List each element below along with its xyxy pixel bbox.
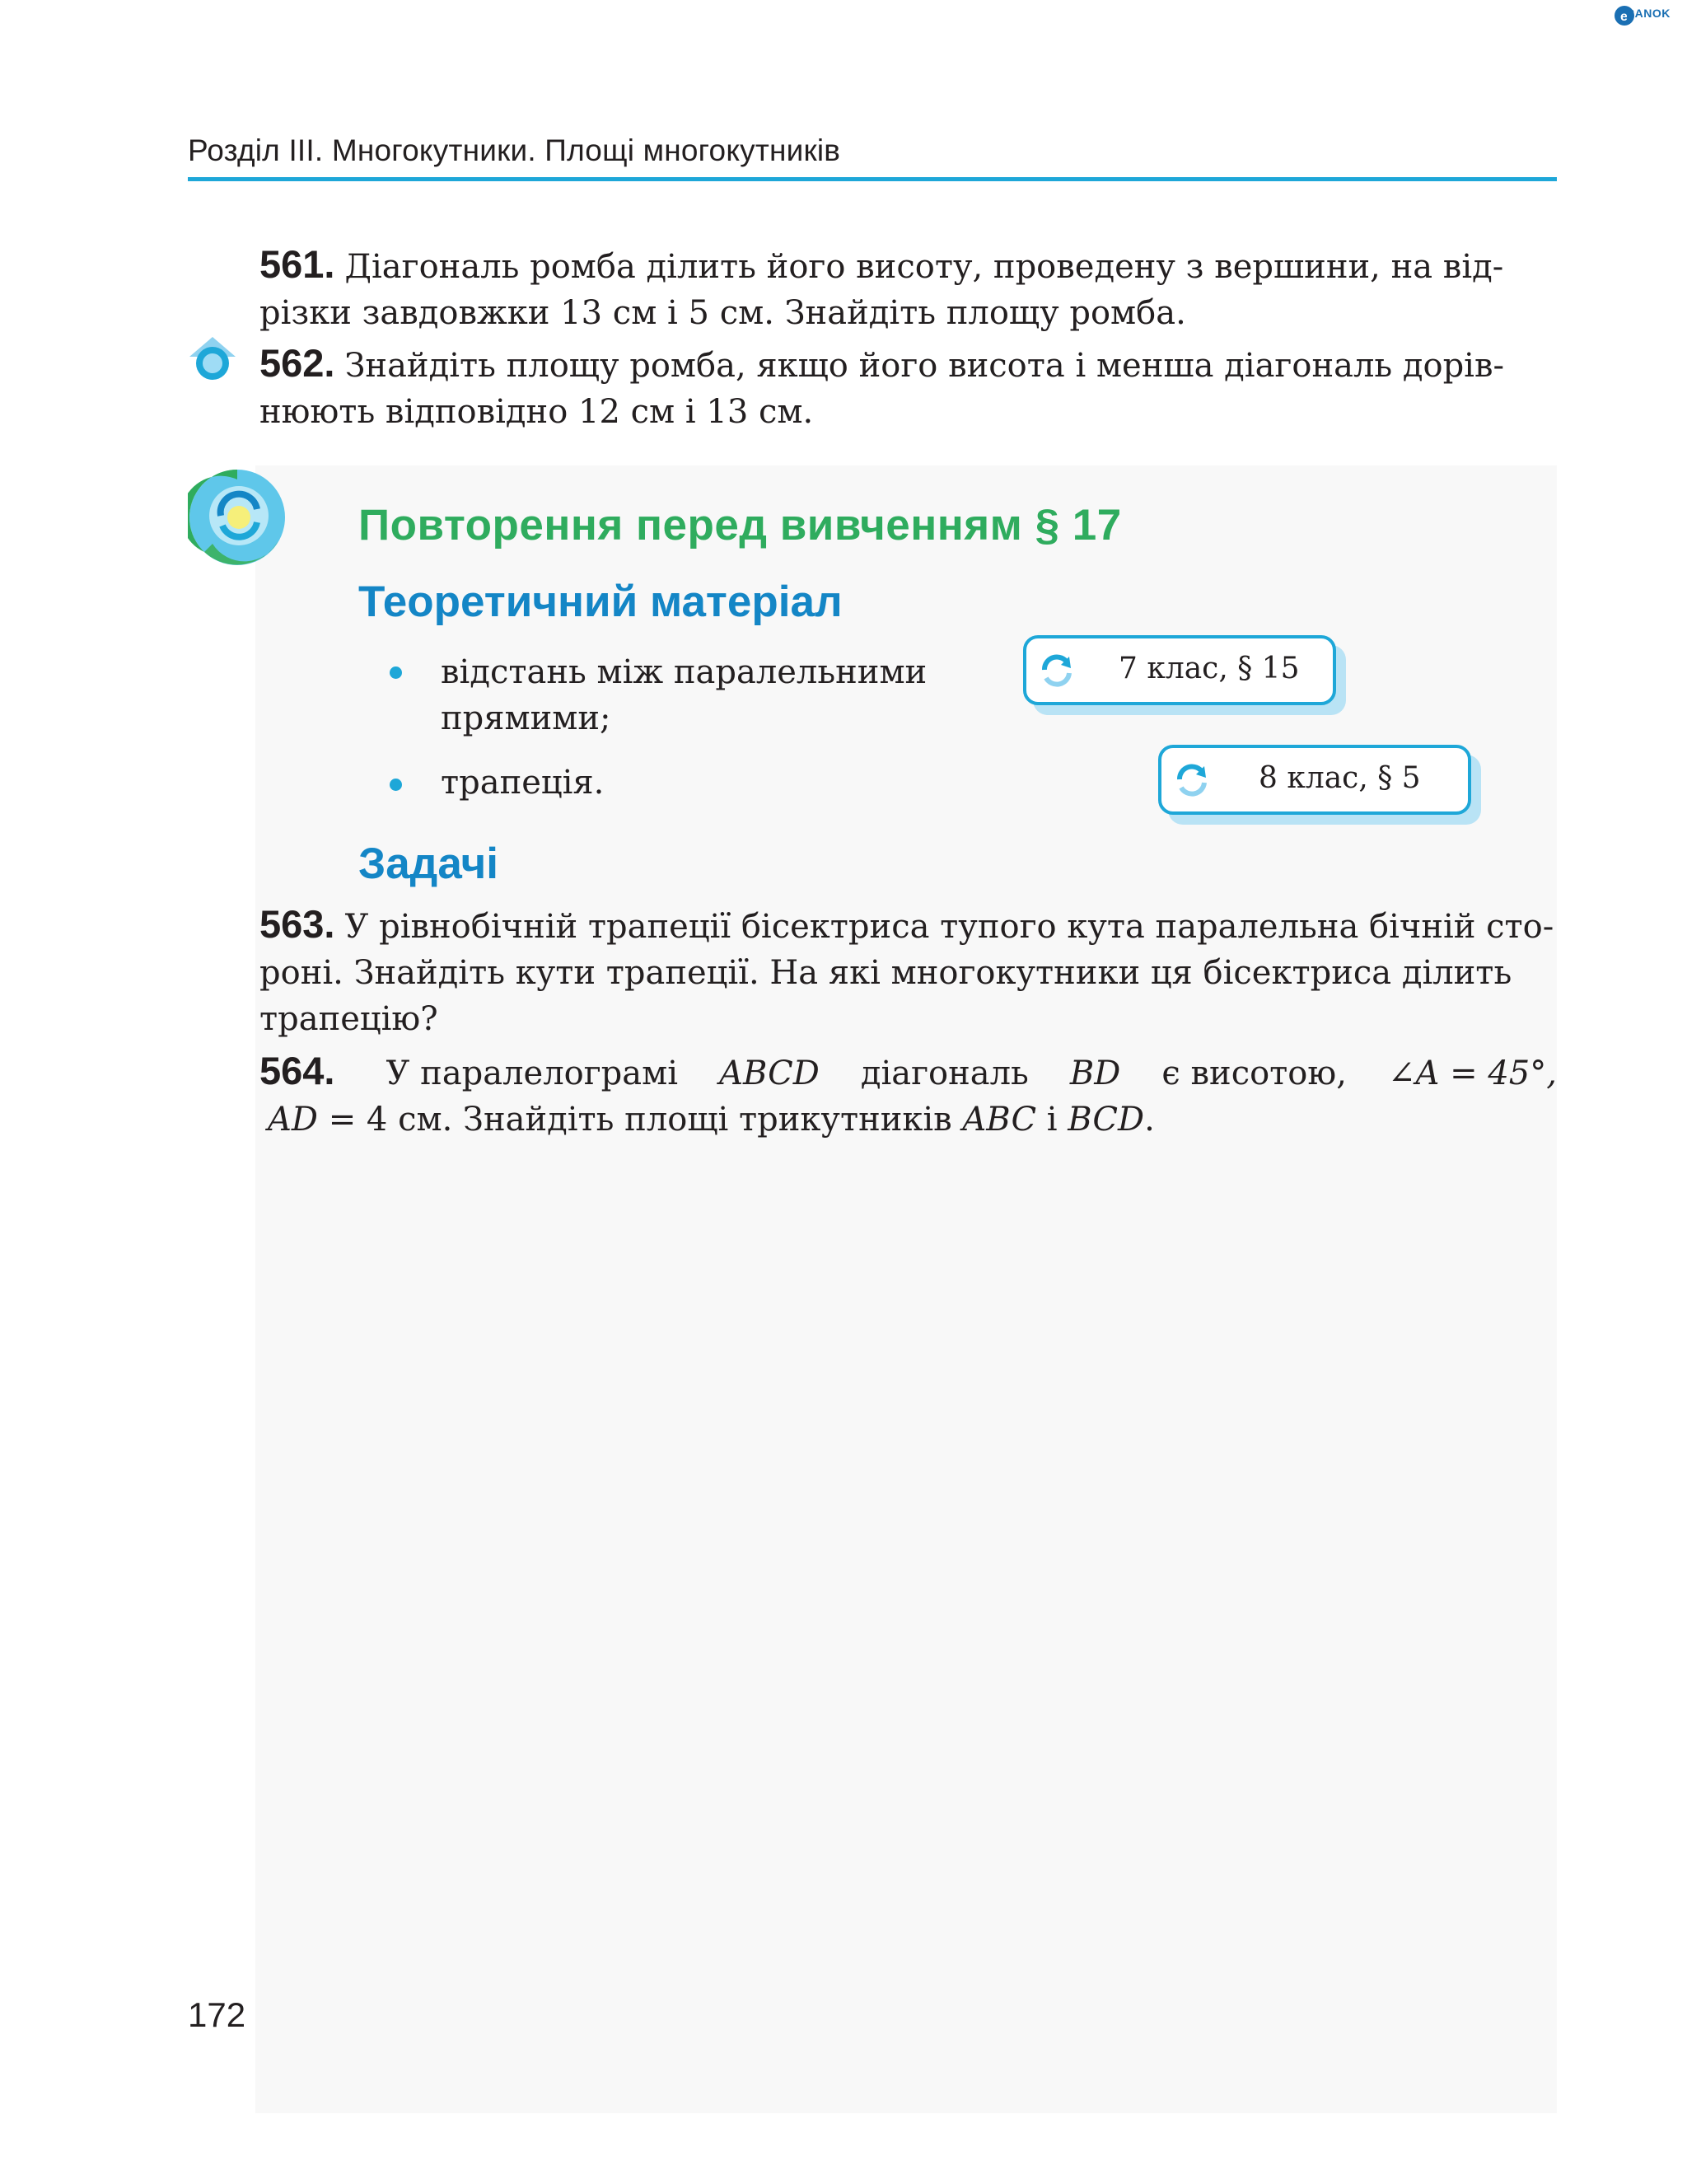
problem-564 <box>259 1048 1557 1143</box>
problem-text: і <box>1046 1101 1058 1139</box>
problem-text: є висотою, <box>1161 1055 1347 1092</box>
bullet-text-line: трапеція. <box>441 764 605 802</box>
problem-text: У паралелограмі <box>386 1055 679 1092</box>
theory-bullet-1 <box>441 649 927 741</box>
refresh-icon <box>1038 652 1076 690</box>
review-heading: Повторення перед вивченням § 17 <box>358 501 1122 550</box>
problem-text-line: Діагональ ромба ділить його висоту, проведену з вершини, на від- <box>344 248 1504 286</box>
problem-563 <box>259 901 1557 1042</box>
problem-number: 562. <box>259 341 335 385</box>
up-arrow-icon <box>188 335 237 385</box>
math-label: BCD <box>1068 1101 1145 1139</box>
problem-number: 563. <box>259 902 335 946</box>
problem-text-line: У рівнобічній трапеції бісектриса тупого кута паралельна бічній сто- <box>344 908 1554 946</box>
theory-heading: Теоретичний матеріал <box>358 578 843 626</box>
publisher-logo-text: RANOK <box>1626 7 1671 20</box>
problem-text: = 4 см. Знайдіть площі трикутників <box>328 1101 952 1139</box>
tasks-heading: Задачі <box>358 839 498 888</box>
page-number: 172 <box>188 1995 246 2034</box>
reference-badge <box>1023 635 1336 705</box>
theory-bullet-2 <box>441 760 604 806</box>
header-rule <box>188 177 1557 181</box>
publisher-logo <box>1613 2 1687 30</box>
problem-text: . <box>1144 1101 1155 1139</box>
problem-561 <box>259 241 1557 336</box>
problem-text-line: роні. Знайдіть кути трапеції. На які многокутники ця бісектриса ділить <box>259 954 1512 992</box>
math-label: BD <box>1069 1055 1121 1092</box>
math-label: ABC <box>962 1101 1037 1139</box>
bullet-text-line: відстань між паралельними <box>441 653 928 691</box>
reference-badge <box>1158 745 1471 815</box>
svg-text:e: e <box>1620 10 1628 24</box>
bullet-dot <box>390 666 402 679</box>
running-header: Розділ III. Многокутники. Площі многокутників <box>188 133 841 167</box>
problem-562 <box>259 340 1557 435</box>
refresh-icon <box>1173 761 1211 799</box>
problem-number: 561. <box>259 242 335 286</box>
reference-label: 8 клас, § 5 <box>1259 761 1421 795</box>
review-circle-icon <box>188 468 287 567</box>
problem-text-line: нюють відповідно 12 см і 13 см. <box>259 393 814 431</box>
problem-text-line: різки завдовжки 13 см і 5 см. Знайдіть площу ромба. <box>259 294 1186 332</box>
problem-text-line: Знайдіть площу ромба, якщо його висота і менша діагональ дорів- <box>344 347 1505 385</box>
math-label: ABCD <box>719 1055 820 1092</box>
problem-number: 564. <box>259 1049 335 1092</box>
angle-expression: ∠A = 45°, <box>1387 1055 1557 1092</box>
math-label: AD <box>268 1101 318 1139</box>
problem-text-line: трапецію? <box>259 1000 438 1038</box>
bullet-text-line: прямими; <box>441 699 611 737</box>
reference-label: 7 клас, § 15 <box>1119 652 1300 685</box>
bullet-dot <box>390 779 402 791</box>
problem-text: діагональ <box>860 1055 1029 1092</box>
